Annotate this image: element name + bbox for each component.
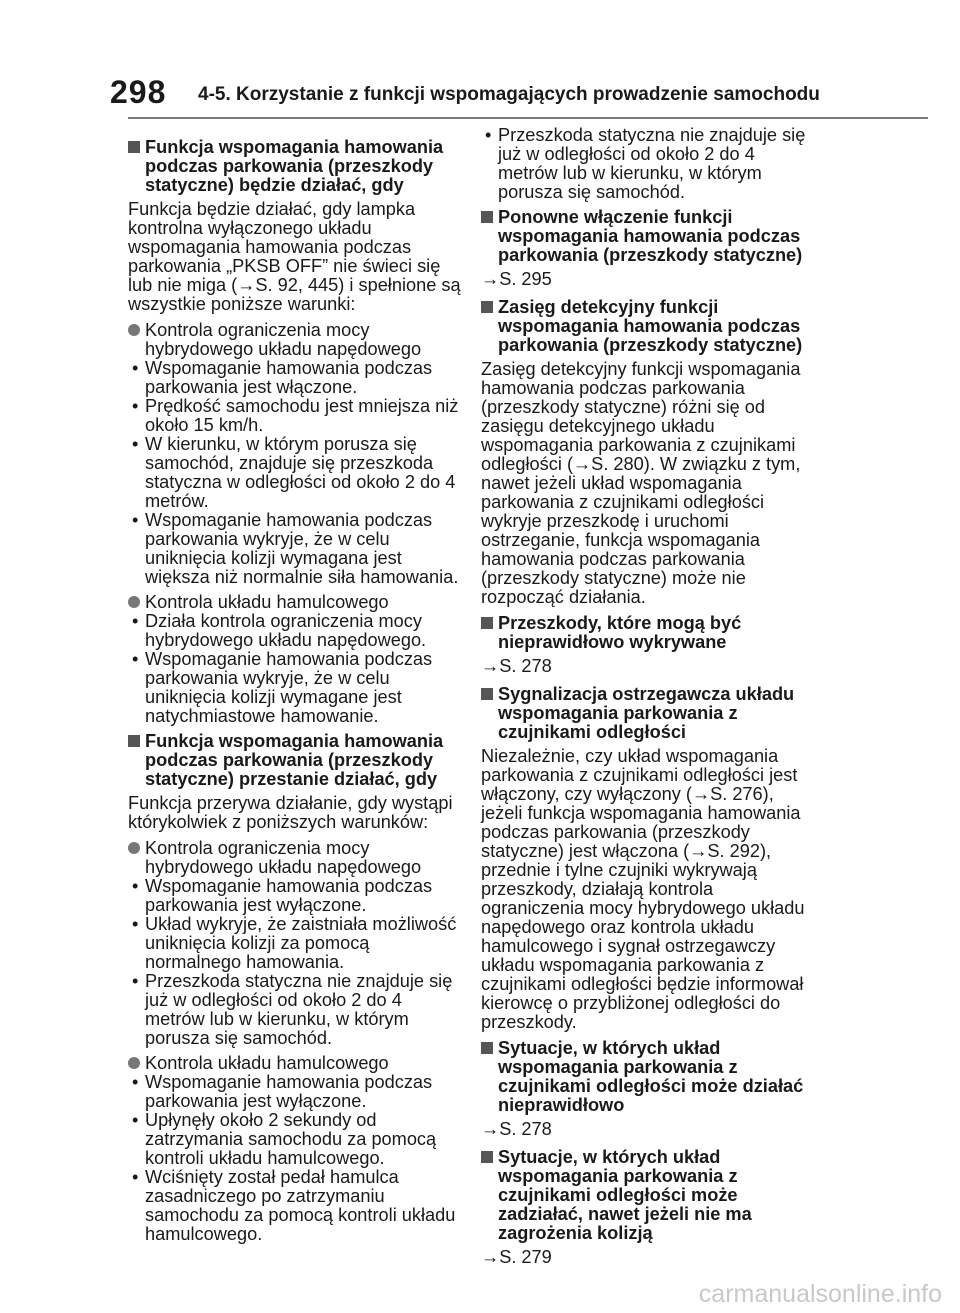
page-header [0, 0, 960, 120]
page-reference-link[interactable]: →S. 278 [481, 1119, 552, 1139]
section-heading-text: Funkcja wspomagania hamowania podczas parkowania (przeszkody statyczne) przestanie działać, gdy [145, 731, 444, 789]
page-reference-link[interactable]: →S. 279 [481, 1247, 552, 1267]
list-item: • Upłynęły około 2 sekundy od zatrzymania samochodu za pomocą kontroli układu hamulcowego. [128, 1111, 463, 1168]
square-bullet-icon [481, 1151, 493, 1163]
watermark: carmanualsonline.info [698, 1280, 942, 1308]
list-item: • Układ wykryje, że zaistniała możliwość uniknięcia kolizji za pomocą normalnego hamowania. [128, 915, 463, 972]
section-heading [481, 1148, 811, 1243]
page-reference-link[interactable]: →S. 295 [481, 269, 552, 289]
condition-list [128, 877, 463, 1048]
section-intro: Funkcja przerywa działanie, gdy wystąpi którykolwiek z poniższych warunków: [128, 793, 453, 832]
section-heading-text: Ponowne włączenie funkcji wspomagania hamowania podczas parkowania (przeszkody statyczne) [498, 207, 803, 265]
right-column [481, 126, 811, 1276]
square-bullet-icon [481, 688, 493, 700]
section-heading [481, 685, 811, 742]
condition-label: Kontrola ograniczenia mocy hybrydowego układu napędowego [145, 320, 422, 359]
list-item: • Wspomaganie hamowania podczas parkowania wykryje, że w celu uniknięcia kolizji wymagane jest natychmiastowe hamowanie. [128, 650, 463, 726]
condition-list [128, 1073, 463, 1244]
condition-heading [128, 1054, 463, 1073]
condition-heading [128, 593, 463, 612]
section-heading-text: Funkcja wspomagania hamowania podczas parkowania (przeszkody statyczne) będzie działać, gdy [145, 137, 444, 195]
page-reference-link[interactable]: →S. 278 [481, 656, 552, 676]
list-item: • Wspomaganie hamowania podczas parkowania jest wyłączone. [128, 877, 463, 915]
section-heading-text: Sygnalizacja ostrzegawcza układu wspomagania parkowania z czujnikami odległości [498, 684, 795, 742]
section-body: Zasięg detekcyjny funkcji wspomagania hamowania podczas parkowania (przeszkody statyczne) różni się od zasięgu detekcyjnego układu wspomagania parkowania z czujnikami odległości (→S. 280). W związku z tym, nawet jeżeli układ wspomagania parkowania z czujnikami odległości wykryje przeszkodę i uruchomi ostrzeganie, funkcja wspomagania hamowania podczas parkowania (przeszkody statyczne) może nie rozpocząć działania. [481, 359, 801, 607]
list-item: • Wspomaganie hamowania podczas parkowania jest włączone. [128, 359, 463, 397]
circle-bullet-icon [128, 842, 140, 854]
square-bullet-icon [481, 211, 493, 223]
section-body: Niezależnie, czy układ wspomagania parkowania z czujnikami odległości jest włączony, czy wyłączony (→S. 276), jeżeli funkcja wspomagania hamowania podczas parkowania (przeszkody statyczne) jest włączona (→S. 292), przednie i tylne czujniki wykrywają przeszkody, działają kontrola ograniczenia mocy hybrydowego układu napędowego oraz kontrola układu hamulcowego i sygnał ostrzegawczy układu wspomagania parkowania z czujnikami odległości będzie informował kierowcę o przybliżonej odległości do przeszkody. [481, 746, 805, 1032]
section-heading-text: Sytuacje, w których układ wspomagania parkowania z czujnikami odległości może działać nieprawidłowo [498, 1038, 804, 1115]
section-heading [128, 138, 463, 195]
list-item: • Przeszkoda statyczna nie znajduje się już w odległości od około 2 do 4 metrów lub w kierunku, w którym porusza się samochód. [481, 126, 811, 202]
square-bullet-icon [481, 617, 493, 629]
list-item: • Wspomaganie hamowania podczas parkowania jest wyłączone. [128, 1073, 463, 1111]
condition-list [128, 612, 463, 726]
condition-label: Kontrola układu hamulcowego [145, 1053, 389, 1073]
section-heading-text: Przeszkody, które mogą być nieprawidłowo wykrywane [498, 613, 742, 652]
header-divider [128, 117, 928, 119]
list-item: • Przeszkoda statyczna nie znajduje się już w odległości od około 2 do 4 metrów lub w kierunku, w którym porusza się samochód. [128, 972, 463, 1048]
section-heading [481, 1039, 811, 1115]
condition-label: Kontrola układu hamulcowego [145, 592, 389, 612]
square-bullet-icon [128, 141, 140, 153]
condition-heading [128, 839, 463, 877]
list-item: • W kierunku, w którym porusza się samochód, znajduje się przeszkoda statyczna w odległości od około 2 do 4 metrów. [128, 435, 463, 511]
condition-label: Kontrola ograniczenia mocy hybrydowego układu napędowego [145, 838, 422, 877]
chapter-title: 4-5. Korzystanie z funkcji wspomagających prowadzenie samochodu [198, 84, 820, 105]
section-heading [481, 298, 811, 355]
circle-bullet-icon [128, 324, 140, 336]
continued-list [481, 126, 811, 202]
list-item: • Wspomaganie hamowania podczas parkowania wykryje, że w celu uniknięcia kolizji wymagana jest większa niż normalnie siła hamowania. [128, 511, 463, 587]
page-number: 298 [110, 74, 167, 110]
square-bullet-icon [481, 301, 493, 313]
section-heading [481, 208, 811, 265]
list-item: • Działa kontrola ograniczenia mocy hybrydowego układu napędowego. [128, 612, 463, 650]
condition-list [128, 359, 463, 587]
section-heading [128, 732, 463, 789]
section-heading-text: Sytuacje, w których układ wspomagania parkowania z czujnikami odległości może zadziałać, nawet jeżeli nie ma zagrożenia kolizją [498, 1147, 752, 1243]
condition-heading [128, 321, 463, 359]
square-bullet-icon [481, 1042, 493, 1054]
circle-bullet-icon [128, 1057, 140, 1069]
left-column [128, 138, 463, 1250]
section-heading-text: Zasięg detekcyjny funkcji wspomagania hamowania podczas parkowania (przeszkody statyczne) [498, 297, 803, 355]
square-bullet-icon [128, 735, 140, 747]
list-item: • Wciśnięty został pedał hamulca zasadniczego po zatrzymaniu samochodu za pomocą kontroli układu hamulcowego. [128, 1168, 463, 1244]
section-intro: Funkcja będzie działać, gdy lampka kontrolna wyłączonego układu wspomagania hamowania podczas parkowania „PKSB OFF” nie świeci się lub nie miga (→S. 92, 445) i spełnione są wszystkie poniższe warunki: [128, 199, 461, 314]
list-item: • Prędkość samochodu jest mniejsza niż około 15 km/h. [128, 397, 463, 435]
section-heading [481, 614, 811, 652]
circle-bullet-icon [128, 596, 140, 608]
